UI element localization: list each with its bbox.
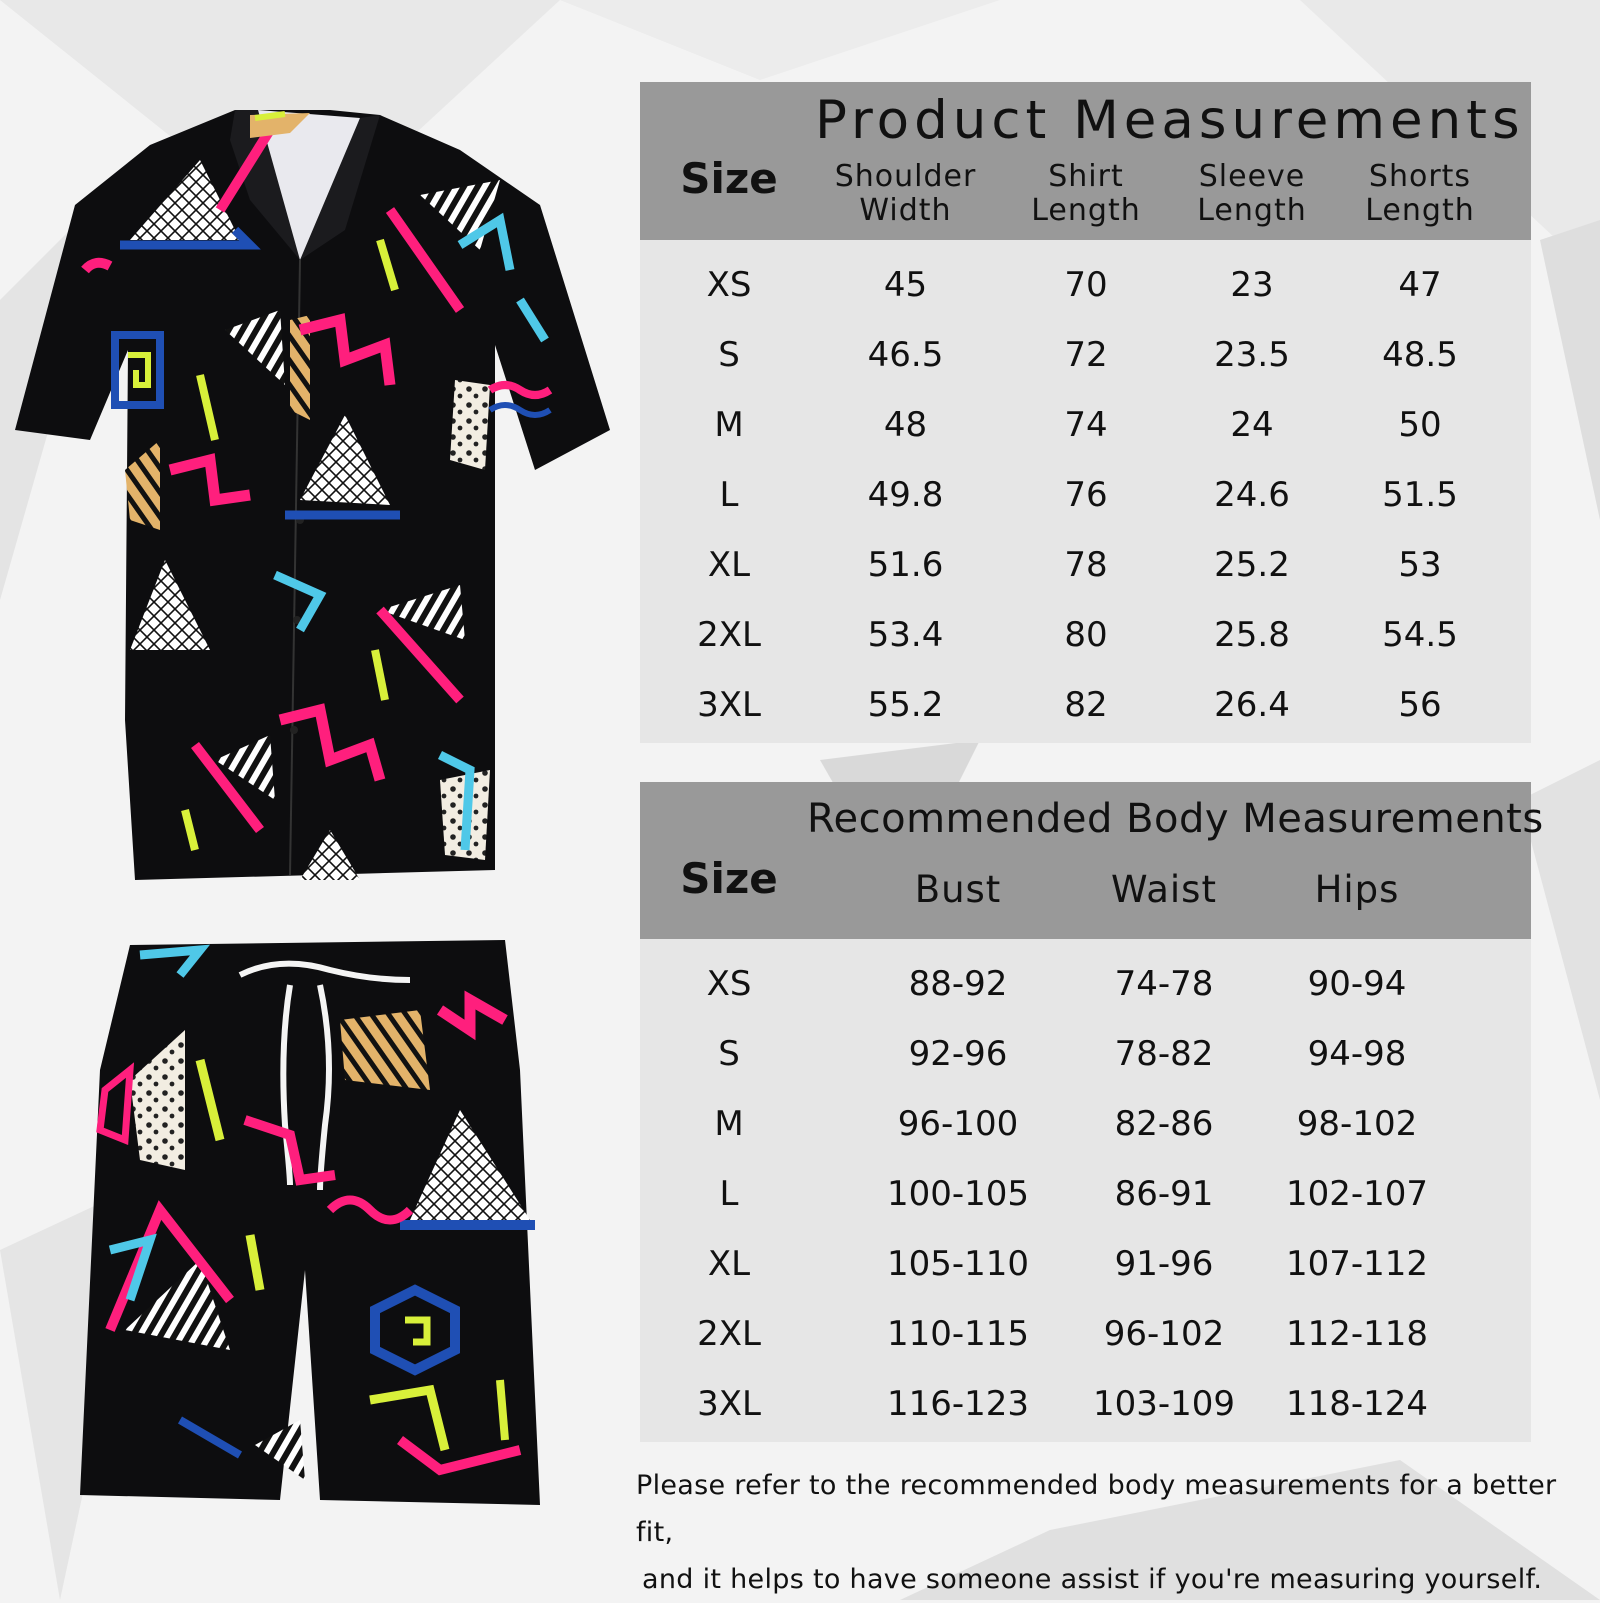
bust-cell: 100-105 [886,1174,1030,1214]
table-row [640,1369,1531,1439]
hips-cell: 98-102 [1296,1104,1418,1144]
table-row [640,600,1531,670]
shirt-length-cell: 72 [1064,335,1108,375]
product-measurements-title: Product Measurements [815,90,1525,151]
size-cell: L [719,1174,739,1214]
hips-cell: 102-107 [1285,1174,1429,1214]
hips-header: Hips [1314,868,1400,911]
table-row [640,1229,1531,1299]
table-row [640,530,1531,600]
shoulder-width-header: Shoulder Width [834,159,977,228]
bust-header: Bust [914,868,1002,911]
size-cell: M [714,405,744,445]
sleeve-length-cell: 25.8 [1214,615,1290,655]
table-row [640,1089,1531,1159]
shirt-length-cell: 80 [1064,615,1108,655]
sleeve-length-header: Sleeve Length [1197,159,1307,228]
waist-cell: 74-78 [1114,964,1214,1004]
shirt-length-cell: 76 [1064,475,1108,515]
shirt-length-cell: 78 [1064,545,1108,585]
sleeve-length-cell: 24.6 [1214,475,1290,515]
product-measurements-header [640,82,1531,240]
size-cell: 3XL [697,1384,761,1424]
shirt-length-cell: 82 [1064,685,1108,725]
hips-cell: 107-112 [1285,1244,1429,1284]
size-cell: M [714,1104,744,1144]
waist-cell: 82-86 [1114,1104,1214,1144]
waist-cell: 91-96 [1114,1244,1214,1284]
product-measurements-rows [640,250,1531,740]
shoulder-width-cell: 55.2 [867,685,944,725]
shorts-length-cell: 47 [1398,265,1442,305]
product-measurements-body [640,240,1531,743]
shorts-length-cell: 56 [1398,685,1442,725]
bust-cell: 96-100 [897,1104,1019,1144]
size-column-header: Size [680,854,778,903]
table-row [640,1019,1531,1089]
table-row [640,1299,1531,1369]
shorts-length-cell: 54.5 [1382,615,1458,655]
fit-note-line-2: and it helps to have someone assist if you're measuring yourself. [642,1564,1543,1595]
waist-cell: 86-91 [1114,1174,1214,1214]
shirt-length-cell: 70 [1064,265,1108,305]
shorts-image [80,940,540,1505]
shorts-length-cell: 48.5 [1382,335,1458,375]
fit-note [636,1462,1566,1603]
bust-cell: 116-123 [886,1384,1030,1424]
shoulder-width-cell: 48 [883,405,928,445]
table-row [640,670,1531,740]
body-measurements-title: Recommended Body Measurements [807,796,1544,842]
table-row [640,460,1531,530]
shirt-image [15,110,610,880]
sleeve-length-cell: 24 [1230,405,1274,445]
shirt-length-header: Shirt Length [1031,159,1141,228]
size-cell: XL [707,545,751,585]
body-measurements-body [640,939,1531,1442]
waist-cell: 96-102 [1103,1314,1225,1354]
size-cell: S [718,335,740,375]
shirt-length-cell: 74 [1064,405,1108,445]
shoulder-width-cell: 51.6 [867,545,944,585]
shoulder-width-cell: 53.4 [867,615,944,655]
sleeve-length-cell: 26.4 [1214,685,1290,725]
size-cell: XS [706,265,752,305]
shoulder-width-cell: 45 [883,265,928,305]
waist-cell: 103-109 [1092,1384,1236,1424]
size-cell: XS [706,964,752,1004]
size-cell: 2XL [697,615,761,655]
shoulder-width-cell: 46.5 [867,335,944,375]
table-row [640,250,1531,320]
size-cell: XL [707,1244,751,1284]
table-row [640,949,1531,1019]
sleeve-length-cell: 23 [1230,265,1274,305]
sleeve-length-cell: 25.2 [1214,545,1290,585]
hips-cell: 118-124 [1285,1384,1429,1424]
sleeve-length-cell: 23.5 [1214,335,1290,375]
product-measurements-table [640,82,1531,743]
size-cell: S [718,1034,740,1074]
waist-header: Waist [1111,868,1217,911]
size-cell: L [719,475,739,515]
table-row [640,320,1531,390]
body-measurements-table [640,782,1544,1442]
hips-cell: 112-118 [1285,1314,1429,1354]
shorts-length-header: Shorts Length [1365,159,1475,228]
bust-cell: 110-115 [886,1314,1030,1354]
shorts-length-cell: 53 [1398,545,1442,585]
shorts-length-cell: 50 [1398,405,1442,445]
shorts-length-cell: 51.5 [1382,475,1458,515]
bust-cell: 88-92 [908,964,1008,1004]
hips-cell: 90-94 [1307,964,1407,1004]
fit-note-line-1: Please refer to the recommended body measurements for a better fit, [636,1470,1557,1548]
bust-cell: 92-96 [908,1034,1008,1074]
size-cell: 3XL [697,685,761,725]
bust-cell: 105-110 [886,1244,1030,1284]
body-measurements-rows [640,949,1531,1439]
table-row [640,390,1531,460]
size-cell: 2XL [697,1314,761,1354]
shoulder-width-cell: 49.8 [867,475,944,515]
table-row [640,1159,1531,1229]
size-column-header: Size [680,154,778,203]
waist-cell: 78-82 [1114,1034,1214,1074]
product-illustration [0,0,640,1600]
body-measurements-header [640,782,1544,939]
hips-cell: 94-98 [1307,1034,1407,1074]
